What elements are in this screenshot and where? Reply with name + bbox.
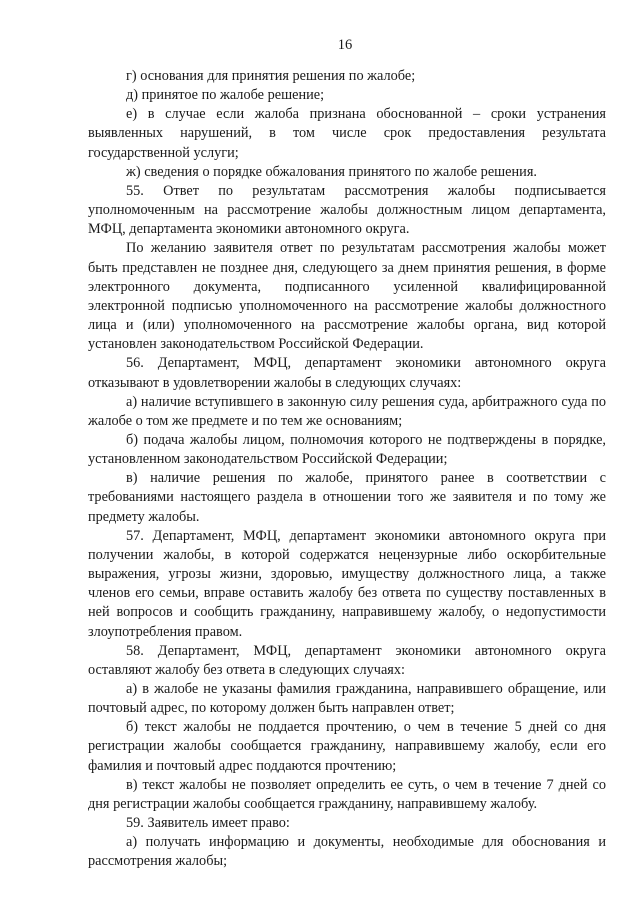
paragraph-56: 56. Департамент, МФЦ, департамент экономики автономного округа отказывают в удовлетворении жалобы в следующих случаях: [88,355,606,391]
paragraph-56-v: в) наличие решения по жалобе, принятого ранее в соответствии с требованиями настоящего раздела в отношении того же заявителя и по тому же предмету жалобы. [88,470,606,525]
paragraph-59: 59. Заявитель имеет право: [126,815,290,832]
paragraph-56-a: а) наличие вступившего в законную силу решения суда, арбитражного суда по жалобе о том же предмете и по тем же основаниям; [88,393,606,429]
paragraph-item-e: е) в случае если жалоба признана обоснованной – сроки устранения выявленных нарушений, в том числе срок предоставления результата государственной услуги; [88,106,606,161]
page-number: 16 [337,37,353,53]
paragraph-56-b: б) подача жалобы лицом, полномочия которого не подтверждены в порядке, установленном законодательством Российской Федерации; [88,431,606,468]
document-body [88,67,606,872]
paragraph-57: 57. Департамент, МФЦ, департамент экономики автономного округа при получении жалобы, в которой содержатся нецензурные либо оскорбительные выражения, угрозы жизни, здоровью, имуществу должностного лица, а также членов его семьи, вправе оставить жалобу без ответа по существу поставленных в ней вопросов и сообщить гражданину, направившему жалобу, о недопустимости злоупотребления правом. [88,527,606,640]
paragraph-58-v: в) текст жалобы не позволяет определить ее суть, о чем в течение 7 дней со дня регистрации жалобы сообщается гражданину, направившему жалобу. [88,776,606,812]
paragraph-58-a: а) в жалобе не указаны фамилия гражданина, направившего обращение, или почтовый адрес, по которому должен быть направлен ответ; [88,681,606,717]
paragraph-55: 55. Ответ по результатам рассмотрения жалобы подписывается уполномоченным на рассмотрение жалобы должностным лицом департамента, МФЦ, департамента экономики автономного округа. [88,182,606,238]
paragraph-58-b: б) текст жалобы не поддается прочтению, о чем в течение 5 дней со дня регистрации жалобы сообщается гражданину, направившему жалобу, если его фамилия и почтовый адрес поддаются прочтению; [88,719,606,774]
paragraph-55-electronic-answer: По желанию заявителя ответ по результатам рассмотрения жалобы может быть представлен не позднее дня, следующего за днем принятия решения, в форме электронного документа, подписанного усиленной квалифицированной электронной подписью уполномоченного на рассмотрение жалобы должностного лица и (или) уполномоченного на рассмотрение жалобы органа, вид которой установлен законодательством Российской Федерации. [88,240,606,353]
paragraph-item-g: г) основания для принятия решения по жалобе; [126,68,416,84]
paragraph-item-d: д) принятое по жалобе решение; [126,87,325,104]
paragraph-59-a: а) получать информацию и документы, необходимые для обоснования и рассмотрения жалобы; [88,834,606,870]
paragraph-item-zh: ж) сведения о порядке обжалования принятого по жалобе решения. [126,163,537,180]
paragraph-58: 58. Департамент, МФЦ, департамент экономики автономного округа оставляют жалобу без ответа в следующих случаях: [88,642,606,678]
